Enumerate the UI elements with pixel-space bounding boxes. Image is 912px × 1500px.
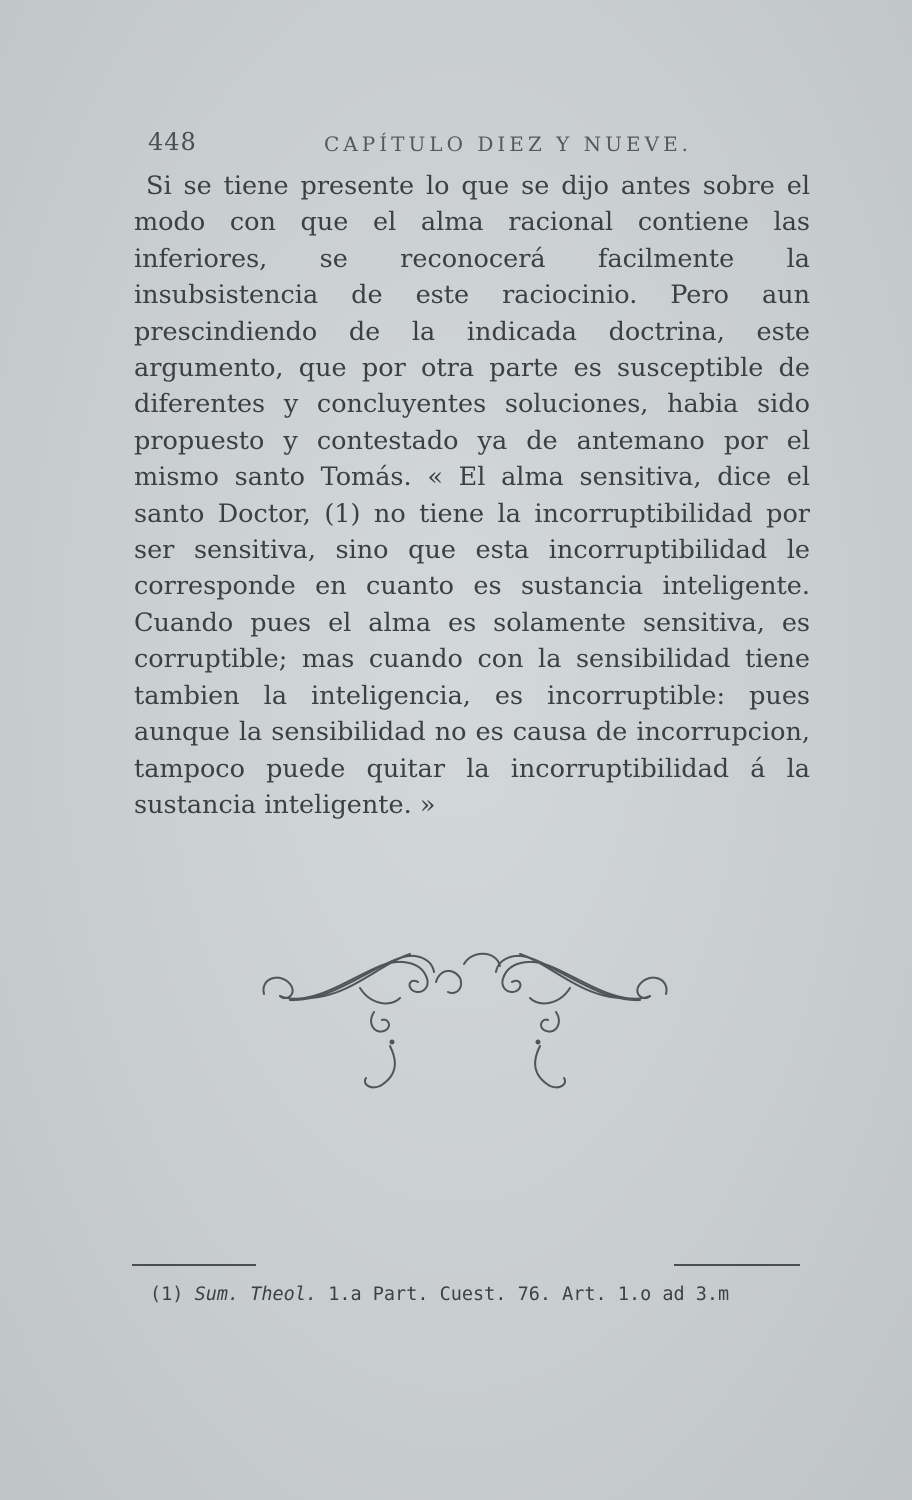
footnote-marker: (1) bbox=[150, 1284, 184, 1305]
ornament-icon bbox=[250, 938, 680, 1098]
body-paragraph: Si se tiene presente lo que se dijo antes sobre el modo con que el alma racional contiene las inferiores, se reconocerá facilmente la insubsistencia de este raciocinio. Pero aun prescindiendo de la indicada doctrina, este argumento, que por otra parte es susceptible de diferentes y concluyentes soluciones, habia sido propuesto y contestado ya de antemano por el mismo santo Tomás. « El alma sensitiva, dice el santo Doctor, (1) no tiene la incorruptibilidad por ser sensitiva, sino que esta incorruptibilidad le corresponde en cuanto es sustancia inteligente. Cuando pues el alma es solamente sensitiva, es corruptible; mas cuando con la sensibilidad tiene tambien la inteligencia, es incorruptible: pues aunque la sensibilidad no es causa de incorrupcion, tampoco puede quitar la incorruptibilidad á la sustancia inteligente. » bbox=[134, 171, 810, 820]
footnote bbox=[150, 1284, 729, 1305]
decorative-scroll-ornament bbox=[250, 938, 680, 1098]
page-number: 448 bbox=[148, 128, 197, 156]
footnote-rule-left bbox=[132, 1264, 256, 1266]
running-head: CAPÍTULO DIEZ Y NUEVE. bbox=[324, 132, 693, 156]
page-header bbox=[148, 128, 808, 164]
footnote-reference: 1.a Part. Cuest. 76. Art. 1.o ad 3.m bbox=[328, 1284, 730, 1305]
footnote-rule-right bbox=[674, 1264, 800, 1266]
footnote-source-title: Sum. Theol. bbox=[194, 1284, 318, 1305]
